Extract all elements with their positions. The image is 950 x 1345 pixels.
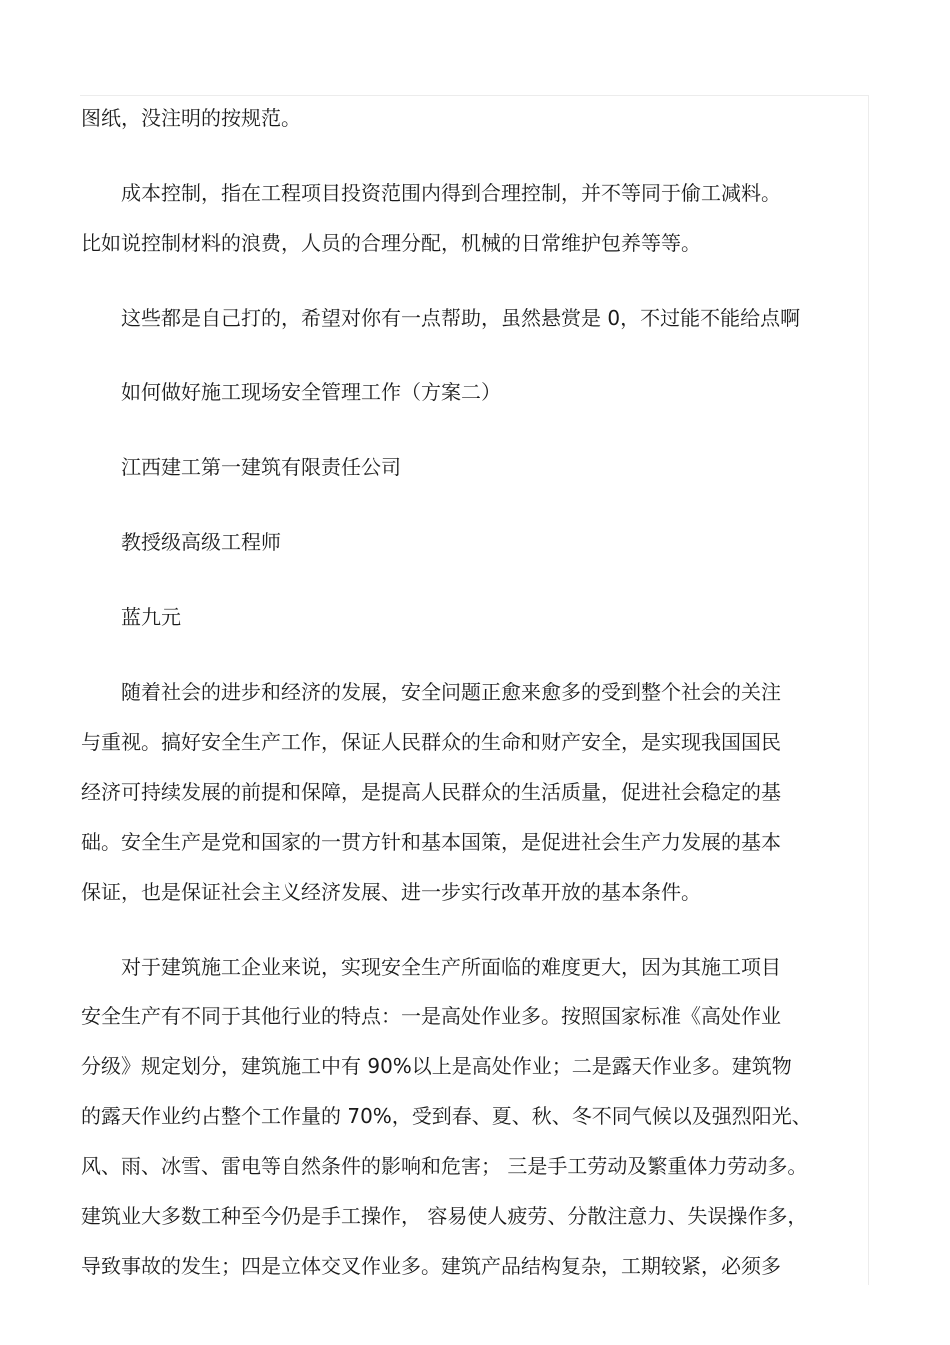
text-line: 的露天作业约占整个工作量的 70%，受到春、夏、秋、冬不同气候以及强烈阳光、 — [81, 1104, 812, 1128]
author-title: 教授级高级工程师 — [121, 530, 281, 554]
text-line: 随着社会的进步和经济的发展，安全问题正愈来愈多的受到整个社会的关注 — [121, 680, 781, 704]
text-line: 础。安全生产是党和国家的一贯方针和基本国策，是促进社会生产力发展的基本 — [81, 830, 781, 854]
text-line: 分级》规定划分，建筑施工中有 90%以上是高处作业；二是露天作业多。建筑物 — [81, 1054, 792, 1078]
text-line: 与重视。搞好安全生产工作，保证人民群众的生命和财产安全，是实现我国国民 — [81, 730, 781, 754]
text-line: 安全生产有不同于其他行业的特点：一是高处作业多。按照国家标准《高处作业 — [81, 1004, 781, 1028]
text-line: 对于建筑施工企业来说，实现安全生产所面临的难度更大，因为其施工项目 — [121, 955, 781, 979]
section-title: 如何做好施工现场安全管理工作（方案二） — [121, 380, 501, 404]
page-border-top — [80, 95, 869, 96]
text-line: 导致事故的发生；四是立体交叉作业多。建筑产品结构复杂，工期较紧，必须多 — [81, 1254, 781, 1278]
text-line: 成本控制，指在工程项目投资范围内得到合理控制，并不等同于偷工减料。 — [121, 181, 781, 205]
text-line: 风、雨、冰雪、雷电等自然条件的影响和危害； 三是手工劳动及繁重体力劳动多。 — [81, 1154, 808, 1178]
text-line: 比如说控制材料的浪费，人员的合理分配，机械的日常维护包养等等。 — [81, 231, 701, 255]
text-line: 建筑业大多数工种至今仍是手工操作， 容易使人疲劳、分散注意力、失误操作多， — [81, 1204, 808, 1228]
text-line: 经济可持续发展的前提和保障，是提高人民群众的生活质量，促进社会稳定的基 — [81, 780, 781, 804]
text-line: 保证，也是保证社会主义经济发展、进一步实行改革开放的基本条件。 — [81, 880, 701, 904]
text-line: 这些都是自己打的，希望对你有一点帮助，虽然悬赏是 0，不过能不能给点啊 — [121, 306, 801, 330]
author-name: 蓝九元 — [121, 605, 181, 629]
page-border-right — [868, 95, 869, 1285]
author-organization: 江西建工第一建筑有限责任公司 — [121, 455, 401, 479]
text-line: 图纸，没注明的按规范。 — [81, 106, 301, 130]
